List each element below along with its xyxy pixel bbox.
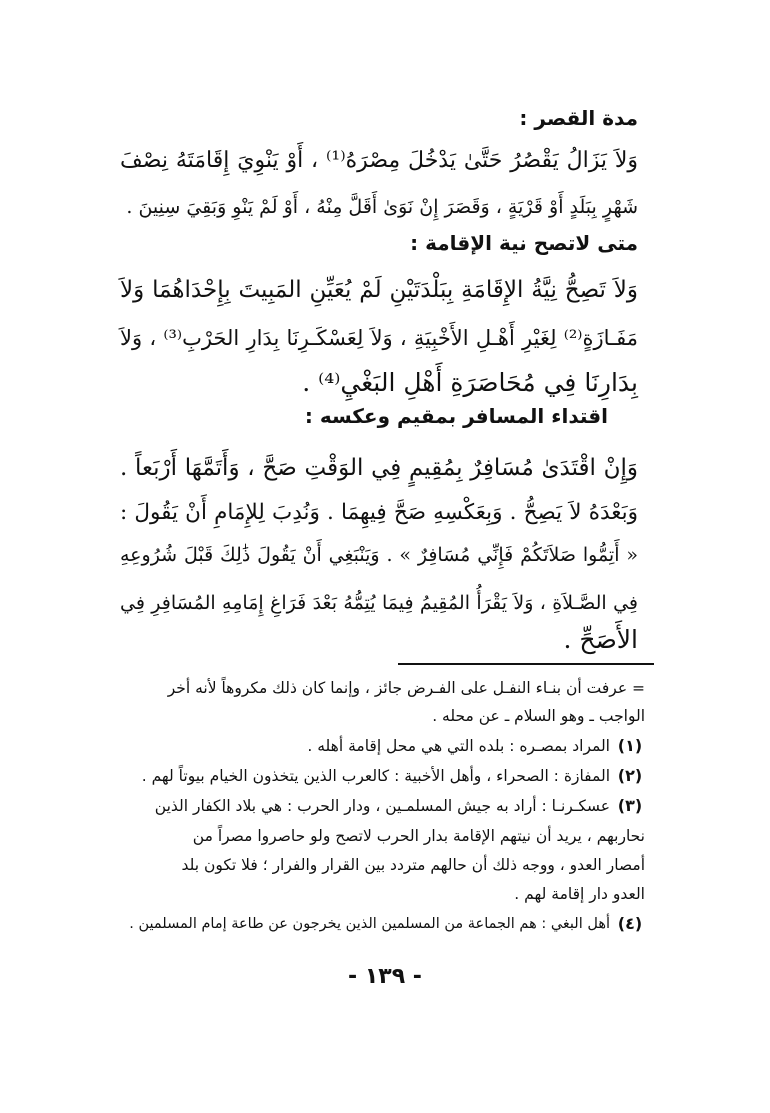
footnote-number: (٣) xyxy=(617,796,643,815)
body-line: وَلاَ يَزَالُ يَقْصُرُ حَتَّىٰ يَدْخُلَ مِصْرَهُ⁽¹⁾ ، أَوْ يَنْوِيَ إِقَامَتَهُ نِصْفَ xyxy=(120,148,638,173)
footnote-number: (١) xyxy=(617,736,643,755)
body-line: شَهْرٍ بِبَلَدٍ أَوْ قَرْيَةٍ ، وَقَصَرَ إِنْ نَوَىٰ أَقَلَّ مِنْهُ ، أَوْ لَمْ يَنْوِ وَبَقِيَ سِنِينَ . xyxy=(126,196,638,218)
body-line: وَإِنْ اقْتَدَىٰ مُسَافِرٌ بِمُقِيمٍ فِي الوَقْتِ صَحَّ ، وَأَتَمَّهَا أَرْبَعاً . xyxy=(120,455,638,481)
body-line: الأَصَحِّ . xyxy=(563,625,638,654)
footnote-text: العدو دار إقامة لهم . xyxy=(514,885,645,903)
body-line: فِي الصَّـلاَةِ ، وَلاَ يَقْرَأُ المُقِيمُ فِيمَا يُتِمُّهُ بَعْدَ فَرَاغِ إِمَامِهِ المُسَافِرِ فِي xyxy=(120,592,638,614)
footnote-text: أهل البغي : هم الجماعة من المسلمين الذين يخرجون عن طاعة إمام المسلمين . xyxy=(129,916,610,932)
page-number: - ١٣٩ - xyxy=(348,964,422,989)
footnote-separator xyxy=(398,663,654,665)
section-heading-residence-intent: متى لاتصح نية الإقامة : xyxy=(410,231,638,255)
footnote-text: المفازة : الصحراء ، وأهل الأخبية : كالعرب الذين يتخذون الخيام بيوتاً لهم . xyxy=(141,767,610,785)
footnote-text: أمصار العدو ، ووجه ذلك أن حالهم متردد بين القرار والفرار ؛ فلا تكون بلد xyxy=(181,856,645,874)
footnote-text: نحاربهم ، يريد أن نيتهم الإقامة بدار الحرب لاتصح ولو حاصروا مصراً من xyxy=(192,827,645,845)
footnote-continuation-line: = عرفت أن بنـاء النفـل على الفـرض جائز ، وإنما كان ذلك مكروهاً لأنه أخر xyxy=(167,679,645,697)
body-line: « أَتِمُّوا صَلاَتَكُمْ فَإِنِّي مُسَافِرٌ » . وَيَنْبَغِي أَنْ يَقُولَ ذَٰلِكَ قَبْلَ شُرُوعِهِ xyxy=(120,544,638,566)
section-heading-duration: مدة القصر : xyxy=(519,106,638,130)
footnote-number: (٤) xyxy=(617,914,643,933)
body-line: وَبَعْدَهُ لاَ يَصِحُّ . وَبِعَكْسِهِ صَحَّ فِيهِمَا . وَنُدِبَ لِلإِمَامِ أَنْ يَقُولَ : xyxy=(120,500,638,525)
body-line: وَلاَ تَصِحُّ نِيَّةُ الإِقَامَةِ بِبَلْدَتَيْنِ لَمْ يُعَيِّنِ المَبِيتَ بِإِحْدَاهُمَا وَلاَ xyxy=(120,277,638,303)
footnote-number: (٢) xyxy=(617,766,643,785)
body-line: مَفَـازَةٍ⁽²⁾ لِغَيْرِ أَهْـلِ الأَخْبِيَةِ ، وَلاَ لِعَسْكَـرِنَا بِدَارِ الحَرْبِ⁽³⁾ ، وَلاَ xyxy=(120,326,639,350)
section-heading-traveler-following: اقتداء المسافر بمقيم وعكسه : xyxy=(304,404,608,428)
footnote-text: عسكـرنـا : أراد به جيش المسلمـين ، ودار الحرب : هي بلاد الكفار الذين xyxy=(154,797,610,815)
footnote-continuation-line: الواجب ـ وهو السلام ـ عن محله . xyxy=(432,707,645,725)
footnote-text: المراد بمصـره : بلده التي هي محل إقامة أهله . xyxy=(307,737,610,755)
body-line: بِدَارِنَا فِي مُحَاصَرَةِ أَهْلِ البَغْيِ⁽⁴⁾ . xyxy=(302,368,638,397)
